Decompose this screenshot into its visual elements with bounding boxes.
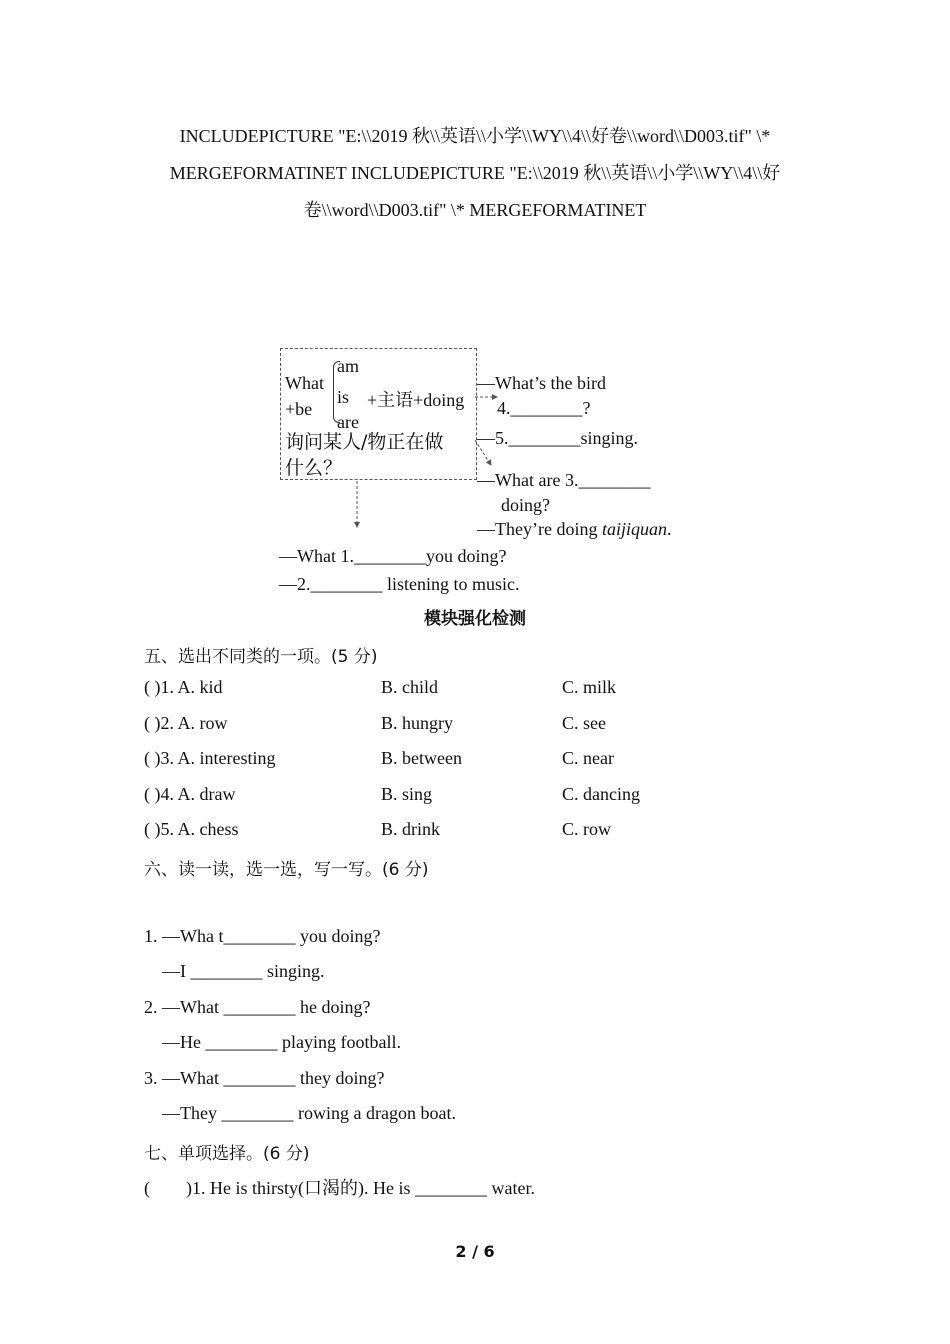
right-line-6-prefix: —They’re doing bbox=[477, 519, 602, 539]
right-line-6-suffix: . bbox=[666, 519, 672, 539]
field-code-text bbox=[120, 118, 830, 229]
are-label: are bbox=[337, 412, 359, 432]
right-line-1: —What’s the bird bbox=[477, 373, 606, 393]
s5-row-1-c: C. milk bbox=[562, 677, 617, 697]
field-code-line-3: 卷\\word\\D003.tif" \* MERGEFORMATINET bbox=[303, 200, 647, 220]
be-label: +be bbox=[285, 399, 313, 419]
s5-row-3-b: B. between bbox=[381, 748, 462, 768]
s6-line-5: 3. —What ________ they doing? bbox=[144, 1068, 385, 1088]
s5-row-4-b: B. sing bbox=[381, 784, 433, 804]
section-7-heading: 七、单项选择。(6 分) bbox=[144, 1144, 310, 1164]
s7-question-1: ( )1. He is thirsty(口渴的). He is ________ water. bbox=[144, 1178, 535, 1198]
s5-row-3-a: ( )3. A. interesting bbox=[144, 748, 276, 768]
page-number: 2 / 6 bbox=[455, 1242, 495, 1261]
meaning-line-2: 什么？ bbox=[285, 457, 343, 479]
bottom-line-1: —What 1.________you doing? bbox=[279, 546, 507, 566]
field-code-line-1: INCLUDEPICTURE "E:\\2019 秋\\英语\\小学\\WY\\4\\好卷\\word\\D003.tif" \* bbox=[179, 126, 771, 146]
s5-row-2 bbox=[144, 713, 744, 741]
grammar-diagram bbox=[275, 345, 695, 605]
s5-row-4-a: ( )4. A. draw bbox=[144, 784, 236, 804]
bottom-line-2: —2.________ listening to music. bbox=[279, 574, 520, 594]
s5-row-5-a: ( )5. A. chess bbox=[144, 819, 239, 839]
am-label: am bbox=[337, 356, 359, 376]
section-6-heading: 六、读一读，选一选，写一写。(6 分) bbox=[144, 860, 429, 880]
meaning-line-1: 询问某人/物正在做 bbox=[285, 431, 444, 453]
right-line-3: —5.________singing. bbox=[477, 428, 639, 448]
s5-row-1-b: B. child bbox=[381, 677, 438, 697]
s5-row-2-b: B. hungry bbox=[381, 713, 453, 733]
right-line-5: doing? bbox=[501, 495, 550, 515]
s5-row-1-a: ( )1. A. kid bbox=[144, 677, 223, 697]
right-line-6-italic: taijiquan bbox=[601, 519, 667, 539]
what-label: What bbox=[285, 373, 324, 393]
s5-row-5-b: B. drink bbox=[381, 819, 441, 839]
section-title: 模块强化检测 bbox=[424, 609, 526, 629]
field-code-line-2: MERGEFORMATINET INCLUDEPICTURE "E:\\2019 秋\\英语\\小学\\WY\\4\\好 bbox=[169, 163, 781, 183]
s5-row-4-c: C. dancing bbox=[562, 784, 640, 804]
right-line-2: 4.________? bbox=[497, 398, 591, 418]
s5-row-4 bbox=[144, 784, 744, 812]
right-line-4: —What are 3.________ bbox=[477, 470, 651, 490]
is-label: is bbox=[337, 387, 350, 407]
s5-row-3 bbox=[144, 748, 744, 776]
section-5-heading: 五、选出不同类的一项。(5 分) bbox=[144, 647, 378, 667]
s5-row-5 bbox=[144, 819, 744, 847]
s5-row-2-a: ( )2. A. row bbox=[144, 713, 228, 733]
s6-line-4: —He ________ playing football. bbox=[144, 1032, 401, 1052]
s6-line-2: —I ________ singing. bbox=[144, 961, 325, 981]
s5-row-3-c: C. near bbox=[562, 748, 614, 768]
s5-row-2-c: C. see bbox=[562, 713, 606, 733]
s5-row-5-c: C. row bbox=[562, 819, 611, 839]
s5-row-1 bbox=[144, 677, 744, 705]
s6-line-6: —They ________ rowing a dragon boat. bbox=[144, 1103, 456, 1123]
s6-line-1: 1. —Wha t________ you doing? bbox=[144, 926, 381, 946]
s6-line-3: 2. —What ________ he doing? bbox=[144, 997, 371, 1017]
pattern-label: +主语+doing bbox=[367, 390, 465, 410]
right-line-6 bbox=[477, 519, 671, 540]
